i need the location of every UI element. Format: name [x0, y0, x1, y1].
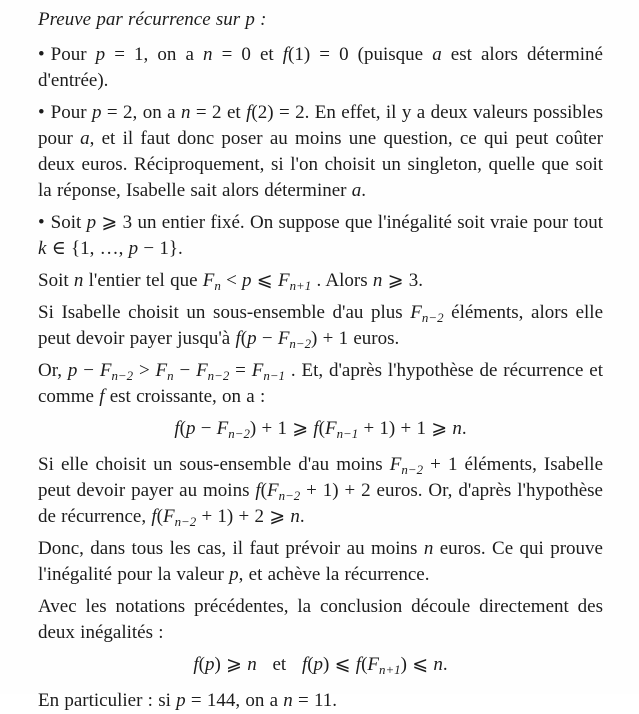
text-run: ⩾ 3. — [382, 270, 424, 291]
text-run: p — [204, 654, 215, 675]
text-run: n+1 — [289, 277, 312, 293]
text-run: . — [442, 654, 448, 675]
text-run: + 1 éléments, Isabelle peut devoir payer au moins — [38, 454, 603, 501]
text-run: p — [128, 238, 139, 259]
text-run: p — [313, 654, 324, 675]
text-run: p — [67, 360, 78, 381]
text-run: l'entier tel que — [83, 270, 203, 291]
text-run: n — [202, 44, 213, 65]
bullet-icon: • — [38, 212, 45, 233]
text-run: n — [247, 654, 257, 675]
text-run: = 2 et — [190, 102, 247, 123]
text-run: f — [301, 654, 308, 675]
text-run: − — [256, 328, 278, 349]
text-run: ( — [198, 654, 205, 675]
text-run: p — [242, 270, 252, 291]
text-run: F — [267, 480, 279, 501]
text-run: Or, — [38, 360, 68, 381]
text-run: ( — [318, 418, 325, 439]
bullet-icon: • — [38, 102, 45, 123]
text-run: F — [251, 360, 264, 381]
text-run: Preuve par récurrence sur — [38, 9, 246, 30]
case-p-equals-1 — [38, 42, 603, 94]
fibonacci-identity — [38, 358, 603, 410]
text-run: f — [255, 480, 261, 501]
text-run: F — [367, 654, 380, 675]
text-run: Si elle choisit un sous-ensemble d'au moins — [38, 454, 390, 475]
text-run: − 1}. — [138, 238, 183, 259]
text-run: . — [299, 506, 305, 527]
text-run: Pour — [50, 102, 92, 123]
text-run: (1) = 0 (puisque — [288, 44, 433, 65]
text-run: ( — [240, 328, 248, 349]
text-run: ) + 1 euros. — [311, 328, 400, 349]
text-run: > — [133, 360, 156, 381]
text-run: En particulier : si — [38, 690, 177, 711]
text-run: + 1) + 2 ⩾ — [196, 506, 291, 527]
text-run: n — [167, 367, 174, 383]
text-run: ) + 1 ⩾ — [249, 418, 314, 439]
text-run: p — [91, 102, 102, 123]
text-run: ) ⩽ — [323, 654, 356, 675]
definition-of-n — [38, 268, 603, 294]
text-run: n — [433, 654, 443, 675]
text-run: a — [80, 128, 90, 149]
text-run: f — [151, 506, 157, 527]
text-run: f — [174, 418, 180, 439]
text-run: F — [216, 418, 229, 439]
text-run: éléments, alors elle peut devoir payer jusqu'à — [38, 302, 604, 349]
text-run: f — [99, 386, 105, 407]
text-run: F — [155, 360, 168, 381]
text-run: = 2, on a — [101, 102, 181, 123]
formula-conclusion — [38, 652, 603, 678]
text-run: p — [185, 418, 196, 439]
text-run: − — [195, 418, 217, 439]
text-run: ) ⩽ — [400, 654, 434, 675]
text-run: = 11. — [292, 690, 338, 711]
text-run: et — [256, 654, 302, 675]
final-remark-intro — [38, 594, 603, 646]
text-run: Soit — [50, 212, 87, 233]
text-run: euros. Ce qui prouve l'inégalité pour la valeur — [38, 538, 603, 585]
bullet-icon: • — [38, 44, 45, 65]
text-run: + 1) + 1 ⩾ — [358, 418, 453, 439]
text-run: = 0 et — [212, 44, 283, 65]
conclusion-induction — [38, 536, 603, 588]
text-run: est alors déterminé d'entrée). — [38, 44, 603, 91]
text-run: ( — [260, 480, 267, 501]
text-run: n — [283, 690, 293, 711]
text-run: a — [432, 44, 442, 65]
text-run: n — [214, 277, 221, 293]
text-run: ( — [307, 654, 314, 675]
text-run: < — [220, 270, 243, 291]
text-run: Soit — [38, 270, 74, 291]
text-run: ⩾ 3 un entier fixé. On suppose que l'inégalité soit vraie pour tout — [96, 212, 604, 233]
text-run: F — [324, 418, 337, 439]
text-run: : — [254, 9, 267, 30]
text-run: n+1 — [379, 661, 401, 677]
inductive-hypothesis — [38, 210, 603, 262]
text-run: Donc, dans tous les cas, il faut prévoir au moins — [38, 538, 424, 559]
proof-title — [38, 7, 603, 33]
text-run: ⩽ — [251, 270, 278, 291]
text-run: n−2 — [174, 513, 197, 529]
text-run: n−1 — [263, 367, 285, 383]
text-run: n−2 — [401, 461, 424, 477]
document-body — [38, 7, 603, 714]
text-run: F — [410, 302, 422, 323]
formula-recurrence — [38, 416, 603, 442]
text-run: Pour — [50, 44, 96, 65]
text-run: n−1 — [336, 425, 359, 441]
text-run: , et achève la récurrence. — [238, 564, 430, 585]
text-run: = 144, on a — [185, 690, 284, 711]
text-run: (2) = 2. En effet, il y a deux valeurs possibles pour — [38, 102, 603, 149]
text-run: F — [162, 506, 175, 527]
case-large-subset — [38, 452, 603, 530]
text-run: F — [277, 270, 290, 291]
text-run: + 1) + 2 euros. Or, d'après l'hypothèse de récurrence, — [38, 480, 603, 527]
text-run: n−2 — [207, 367, 230, 383]
text-run: f — [313, 418, 319, 439]
text-run: ( — [156, 506, 163, 527]
text-run: p — [247, 328, 257, 349]
text-run: p — [95, 44, 106, 65]
text-run: − — [77, 360, 100, 381]
text-run: F — [389, 454, 402, 475]
text-run: n — [372, 270, 383, 291]
text-run: f — [246, 102, 252, 123]
case-p-equals-2 — [38, 100, 603, 204]
particular-case — [38, 688, 603, 714]
text-run: F — [196, 360, 208, 381]
text-run: f — [235, 328, 241, 349]
text-run: ( — [179, 418, 186, 439]
text-run: . Alors — [311, 270, 373, 291]
text-run: n−2 — [421, 309, 444, 325]
text-run: . — [461, 418, 467, 439]
text-run: Si Isabelle choisit un sous-ensemble d'au plus — [38, 302, 411, 323]
text-run: f — [355, 654, 362, 675]
case-small-subset — [38, 300, 603, 352]
text-run: = 1, on a — [105, 44, 203, 65]
text-run: n — [423, 538, 434, 559]
text-run: p — [229, 564, 239, 585]
text-run: . Et, d'après l'hypothèse de récurrence et comme — [38, 360, 603, 407]
text-run: . — [361, 180, 366, 201]
text-run: , et il faut donc poser au moins une question, ce qui peut coûter deux euros. Réciproquement, si l'on choisit un singleton, quelle que soit la réponse, Isabelle sait alors déterminer — [38, 128, 604, 201]
text-run: n — [452, 418, 462, 439]
text-run: F — [202, 270, 215, 291]
text-run: F — [277, 328, 290, 349]
text-run: n−2 — [111, 367, 134, 383]
text-run: est croissante, on a : — [104, 386, 266, 407]
text-run: f — [193, 654, 199, 675]
text-run: n−2 — [228, 425, 250, 441]
text-run: f — [282, 44, 289, 65]
text-run: n−2 — [278, 487, 301, 503]
text-run: = — [229, 360, 252, 381]
text-run: ) ⩾ — [214, 654, 248, 675]
text-run: k — [38, 238, 47, 259]
text-run: ∈ {1, …, — [46, 238, 129, 259]
text-run: p — [176, 690, 186, 711]
text-run: p — [245, 9, 255, 30]
text-run: − — [173, 360, 197, 381]
text-run: F — [99, 360, 112, 381]
text-run: Avec les notations précédentes, la conclusion découle directement des deux inégalités : — [38, 596, 603, 643]
text-run: n−2 — [289, 335, 312, 351]
text-run: n — [180, 102, 191, 123]
text-run: a — [351, 180, 362, 201]
text-run: n — [290, 506, 300, 527]
text-run: n — [73, 270, 84, 291]
text-run: p — [86, 212, 97, 233]
text-run: ( — [361, 654, 368, 675]
